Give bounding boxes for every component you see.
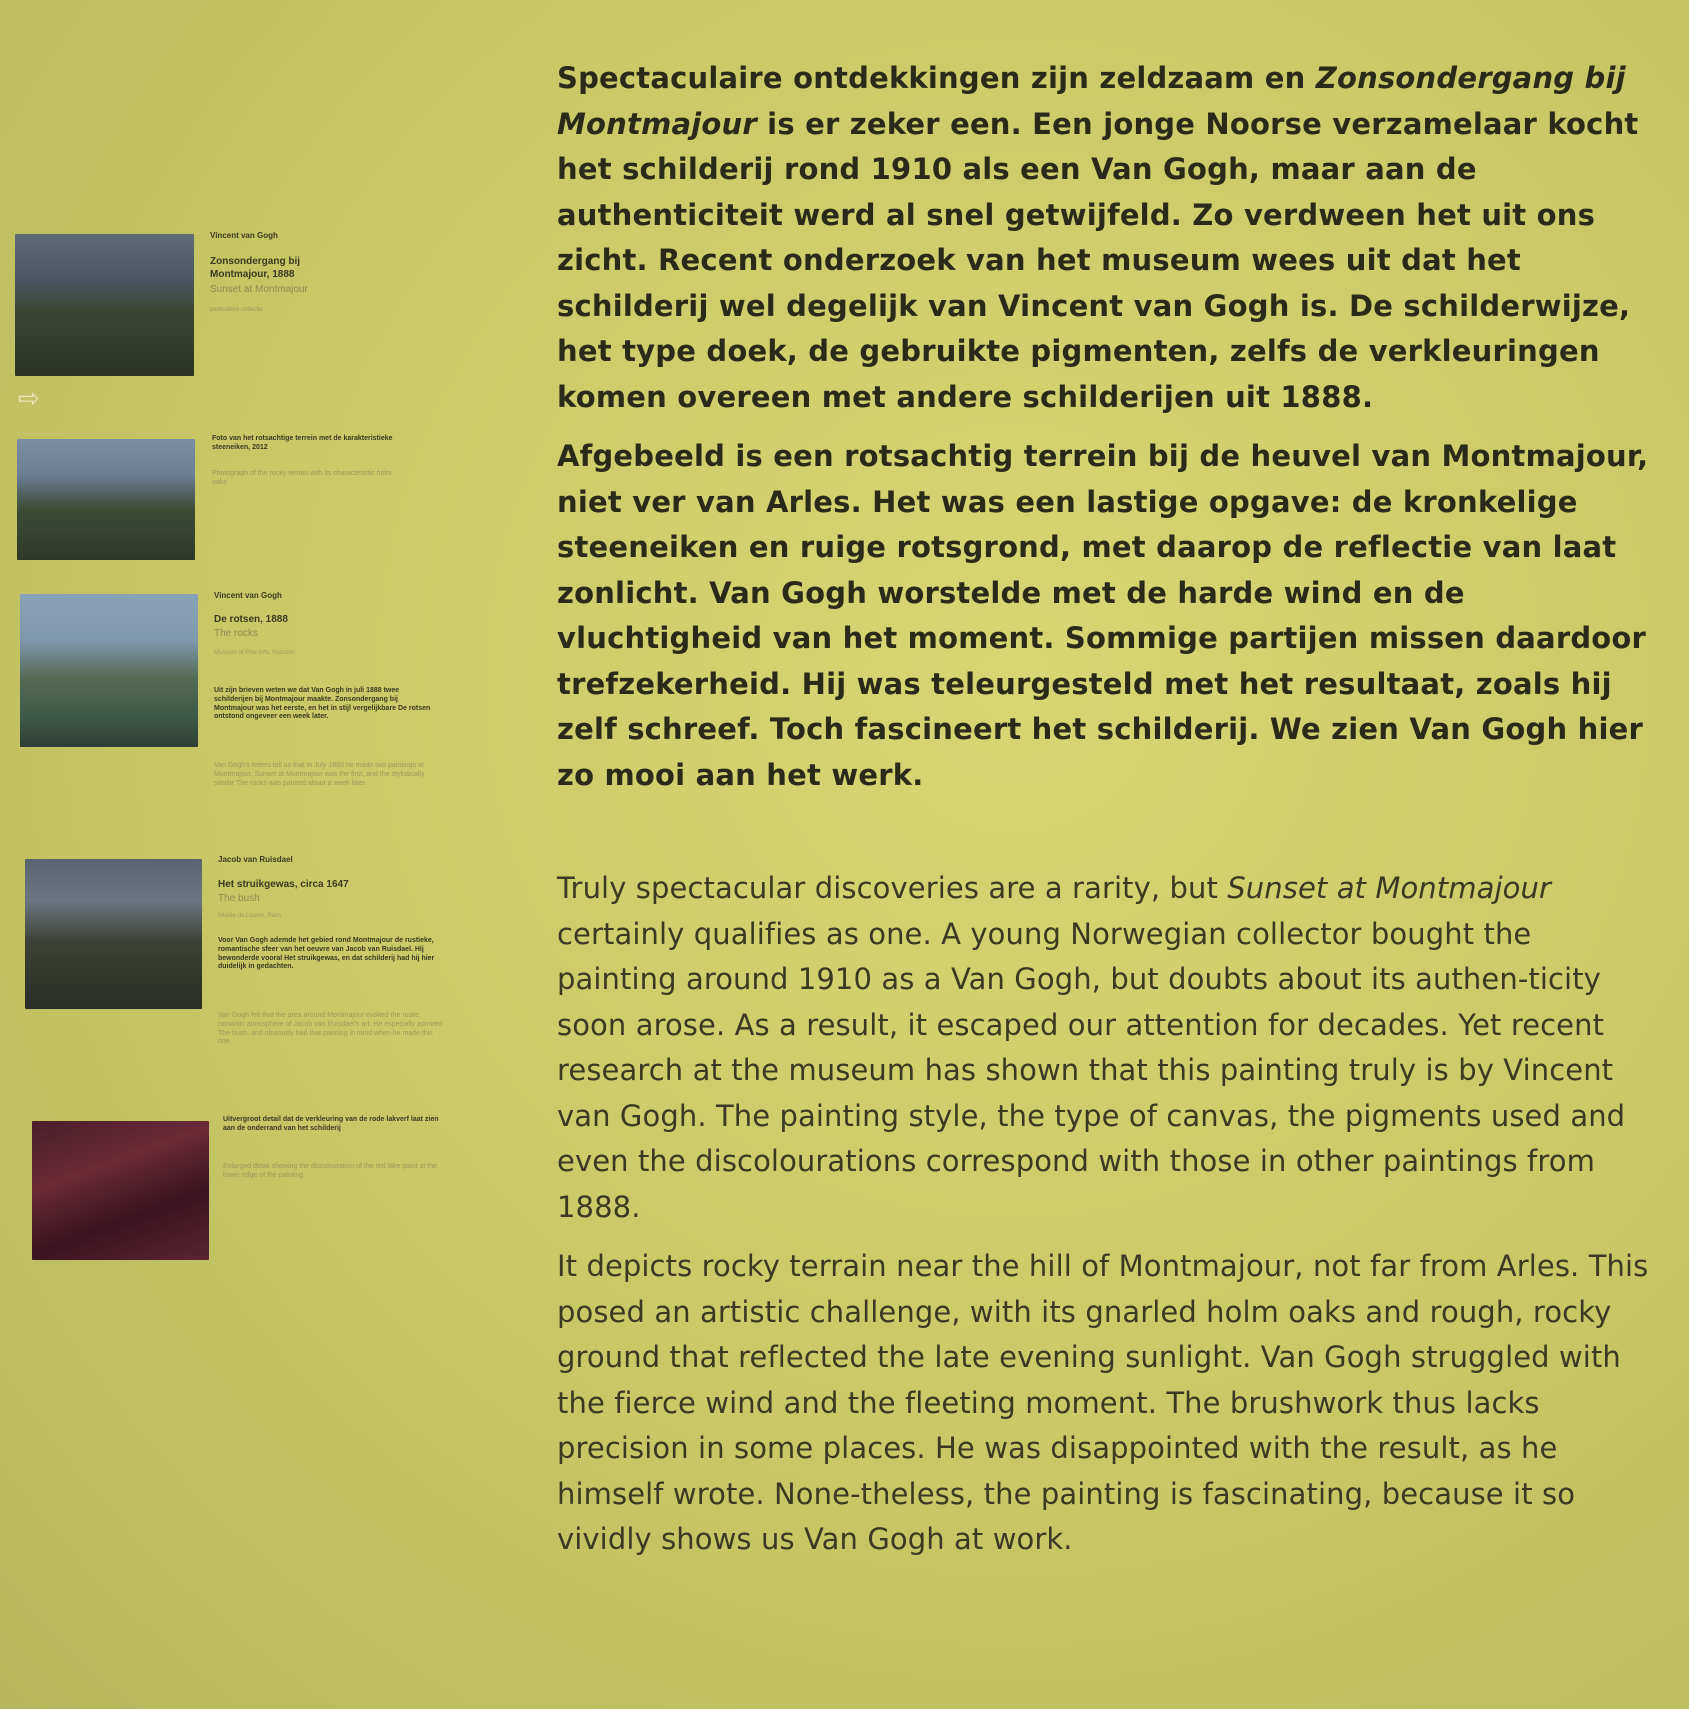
caption-body: Voor Van Gogh ademde het gebied rond Montmajour de rustieke, romantische sfeer van het oeuvre van Jacob van Ruisdael. Hij bewonderde vooral Het struikgewas, en dat schilderij had hij hier duidelijk in gedachten. xyxy=(218,937,435,971)
english-paragraph-2: It depicts rocky terrain near the hill of Montmajour, not far from Arles. This posed an artistic challenge, with its gnarled holm oaks and rough, rocky ground that reflected the late evening sunlight. Van Gogh struggled with the fierce wind and the fleeting moment. The brushwork thus lacks precision in some places. He was disappointed with the result, as he himself wrote. None-theless, the painting is fascinating, because it so vividly shows us Van Gogh at work. xyxy=(557,1249,1649,1556)
caption-title: De rotsen, 1888 xyxy=(214,614,288,625)
photo-thumbnail-rocky-terrain xyxy=(17,439,195,560)
artwork-title-italic: Sunset at Montmajour xyxy=(1227,871,1551,905)
text-span: is er zeker een. Een jonge Noorse verzamelaar kocht het schilderij rond 1910 als een Van Gogh, maar aan de authenticiteit werd al snel getwijfeld. Zo verdween het uit ons zicht. Recent onderzoek van het museum wees uit dat het schilderij wel degelijk van Vincent van Gogh is. De schilderwijze, het type doek, de gebruikte pigmenten, zelfs de verkleuringen komen overeen met andere schilderijen uit 1888. xyxy=(557,106,1639,414)
sidebar xyxy=(0,0,470,1709)
caption-artist: Vincent van Gogh xyxy=(210,231,278,240)
caption-credit: Musée du Louvre, Paris xyxy=(218,913,282,919)
painting-thumbnail-the-bush xyxy=(25,859,202,1009)
caption-title: Foto van het rotsachtige terrein met de karakteristieke steeneiken, 2012 xyxy=(212,435,393,451)
caption-artist: Jacob van Ruisdael xyxy=(218,855,293,864)
dutch-text xyxy=(557,56,1657,798)
text-span: Spectaculaire ontdekkingen zijn zeldzaam en xyxy=(557,61,1316,95)
main-text xyxy=(557,56,1657,1577)
caption-artist: Vincent van Gogh xyxy=(214,591,282,600)
caption-title: Zonsondergang bij Montmajour, 1888 xyxy=(210,256,300,280)
caption-credit: particuliere collectie xyxy=(210,307,263,313)
caption-title-en: The rocks xyxy=(214,628,258,639)
caption-body: Uit zijn brieven weten we dat Van Gogh in juli 1888 twee schilderijen bij Montmajour maakte. Zonsondergang bij Montmajour was het eerste, en het in stijl vergelijkbare De rotsen ontstond ongeveer een week later. xyxy=(214,687,431,721)
painting-thumbnail-sunset-at-montmajour xyxy=(15,234,194,376)
artwork-title-italic: Zonsondergang bij Montmajour xyxy=(557,61,1626,141)
caption-credit: Museum of Fine Arts, Houston xyxy=(214,650,295,656)
text-span: Truly spectacular discoveries are a rarity, but xyxy=(557,871,1228,905)
caption-body: Uitvergroot detail dat de verkleuring van de rode lakverf laat zien aan de onderrand van het schilderij xyxy=(223,1116,439,1132)
caption-body-en: Van Gogh felt that the area around Montmajour evoked the rustic, romantic atmosphere of Jacob van Ruisdael's art. He especially admired The bush, and obviously had that painting in mind when he made this one. xyxy=(218,1012,443,1046)
english-text xyxy=(557,866,1657,1563)
caption-title-en: The bush xyxy=(218,893,260,904)
caption-body-en: Van Gogh's letters tell us that in July 1888 he made two paintings at Montmajour. Sunset at Montmajour was the first, and the stylistically similar The rocks was painted about a week later. xyxy=(214,762,425,787)
dutch-paragraph-1 xyxy=(557,56,1657,420)
english-paragraph-1 xyxy=(557,866,1657,1230)
dutch-paragraph-2: Afgebeeld is een rotsachtig terrein bij de heuvel van Montmajour, niet ver van Arles. Het was een lastige opgave: de kronkelige steeneiken en ruige rotsgrond, met daarop de reflectie van laat zonlicht. Van Gogh worstelde met de harde wind en de vluchtigheid van het moment. Sommige partijen missen daardoor trefzekerheid. Hij was teleurgesteld met het resultaat, zoals hij zelf schreef. Toch fascineert het schilderij. We zien Van Gogh hier zo mooi aan het werk. xyxy=(557,439,1649,792)
caption-title: Het struikgewas, circa 1647 xyxy=(218,879,349,890)
text-span: certainly qualifies as one. A young Norwegian collector bought the painting around 1910 as a Van Gogh, but doubts about its authen-ticity soon arose. As a result, it escaped our attention for decades. Yet recent research at the museum has shown that this painting truly is by Vincent van Gogh. The painting style, the type of canvas, the pigments used and even the discolourations correspond with those in other paintings from 1888. xyxy=(557,916,1626,1224)
painting-thumbnail-the-rocks xyxy=(20,594,198,747)
caption-title-en: Photograph of the rocky terrain with its characteristic holm oaks xyxy=(212,470,392,486)
detail-thumbnail-discolouration xyxy=(32,1121,209,1260)
caption-body-en: Enlarged detail showing the discolouration of the red lake paint at the lower edge of the painting xyxy=(223,1163,438,1179)
arrow-right-icon: ⇨ xyxy=(18,384,40,414)
caption-title-en: Sunset at Montmajour xyxy=(210,284,308,295)
